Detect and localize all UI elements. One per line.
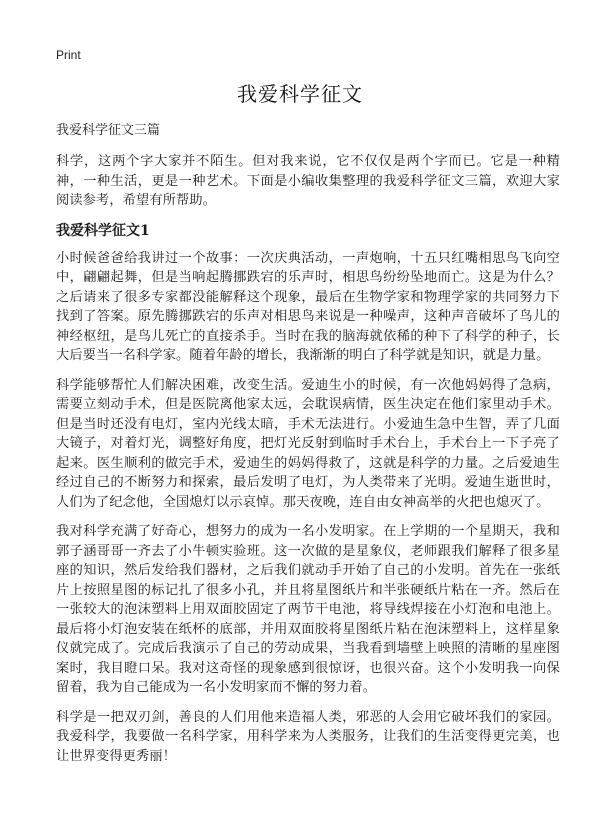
body-paragraph-3: 我对科学充满了好奇心，想努力的成为一名小发明家。在上学期的一个星期天，我和郭子涵哥哥一齐去了小牛顿实验班。这一次做的是星象仪，老师跟我们解释了很多星座的知识，然后发给我们器材，之后我们就动手开始了自己的小发明。首先在一张纸片上按照星图的标记扎了很多小孔，并且将星图纸片和半张硬纸片粘在一齐。然后在一张较大的泡沫塑料上用双面胶固定了两节干电池，将导线焊接在小灯泡和电池上。最后将小灯泡安装在纸杯的底部，并用双面胶将星图纸片粘在泡沫塑料上，这样星象仪就完成了。完成后我演示了自己的劳动成果，当我看到墙壁上映照的清晰的星座图案时，我目瞪口呆。我对这奇怪的现象感到很惊讶，也很兴奋。这个小发明我一向保留着，我为自己能成为一名小发明家而不懈的努力着。 [56, 524, 560, 695]
intro-paragraph: 科学，这两个字大家并不陌生。但对我来说，它不仅仅是两个字而已。它是一种精神，一种生活，更是一种艺术。下面是小编收集整理的我爱科学征文三篇，欢迎大家阅读参考，希望有所帮助。 [56, 154, 560, 208]
body-paragraph-4: 科学是一把双刃剑，善良的人们用他来造福人类，邪恶的人会用它破坏我们的家园。我爱科学，我要做一名科学家，用科学来为人类服务，让我们的生活变得更完美，也让世界变得更秀丽！ [56, 709, 560, 764]
article-body [56, 122, 560, 776]
section-heading: 我爱科学征文1 [56, 222, 150, 239]
body-paragraph-2: 科学能够帮忙人们解决困难，改变生活。爱迪生小的时候，有一次他妈妈得了急病，需要立刻动手术，但是医院离他家太远，会耽误病情，医生决定在他们家里动手术。但是当时还没有电灯，室内光线太暗，手术无法进行。小爱迪生急中生智，弄了几面大镜子，对着灯光，调整好角度，把灯光反射到临时手术台上，手术台上一下子亮了起来。医生顺利的做完手术，爱迪生的妈妈得救了，这就是科学的力量。之后爱迪生经过自己的不断努力和探索，最后发明了电灯，为人类带来了光明。爱迪生逝世时，人们为了纪念他，全国熄灯以示哀悼。那天夜晚，连自由女神高举的火把也熄灭了。 [56, 377, 560, 510]
article-subtitle: 我爱科学征文三篇 [56, 123, 161, 138]
body-paragraph-1: 小时候爸爸给我讲过一个故事：一次庆典活动，一声炮响，十五只红嘴相思鸟飞向空中，翩翩起舞，但是当响起腾挪跌宕的乐声时，相思鸟纷纷坠地而亡。这是为什么？之后请来了很多专家都没能解释这个现象，最后在生物学家和物理学家的共同努力下找到了答案。原先腾挪跌宕的乐声对相思鸟来说是一种噪声，这种声音破坏了鸟儿的神经枢纽，是鸟儿死亡的直接杀手。当时在我的脑海就依稀的种下了科学的种子，长大后要当一名科学家。随着年龄的增长，我渐渐的明白了科学就是知识，就是力量。 [56, 250, 560, 363]
print-link[interactable]: Print [56, 48, 81, 62]
page-title: 我爱科学征文 [237, 82, 363, 106]
